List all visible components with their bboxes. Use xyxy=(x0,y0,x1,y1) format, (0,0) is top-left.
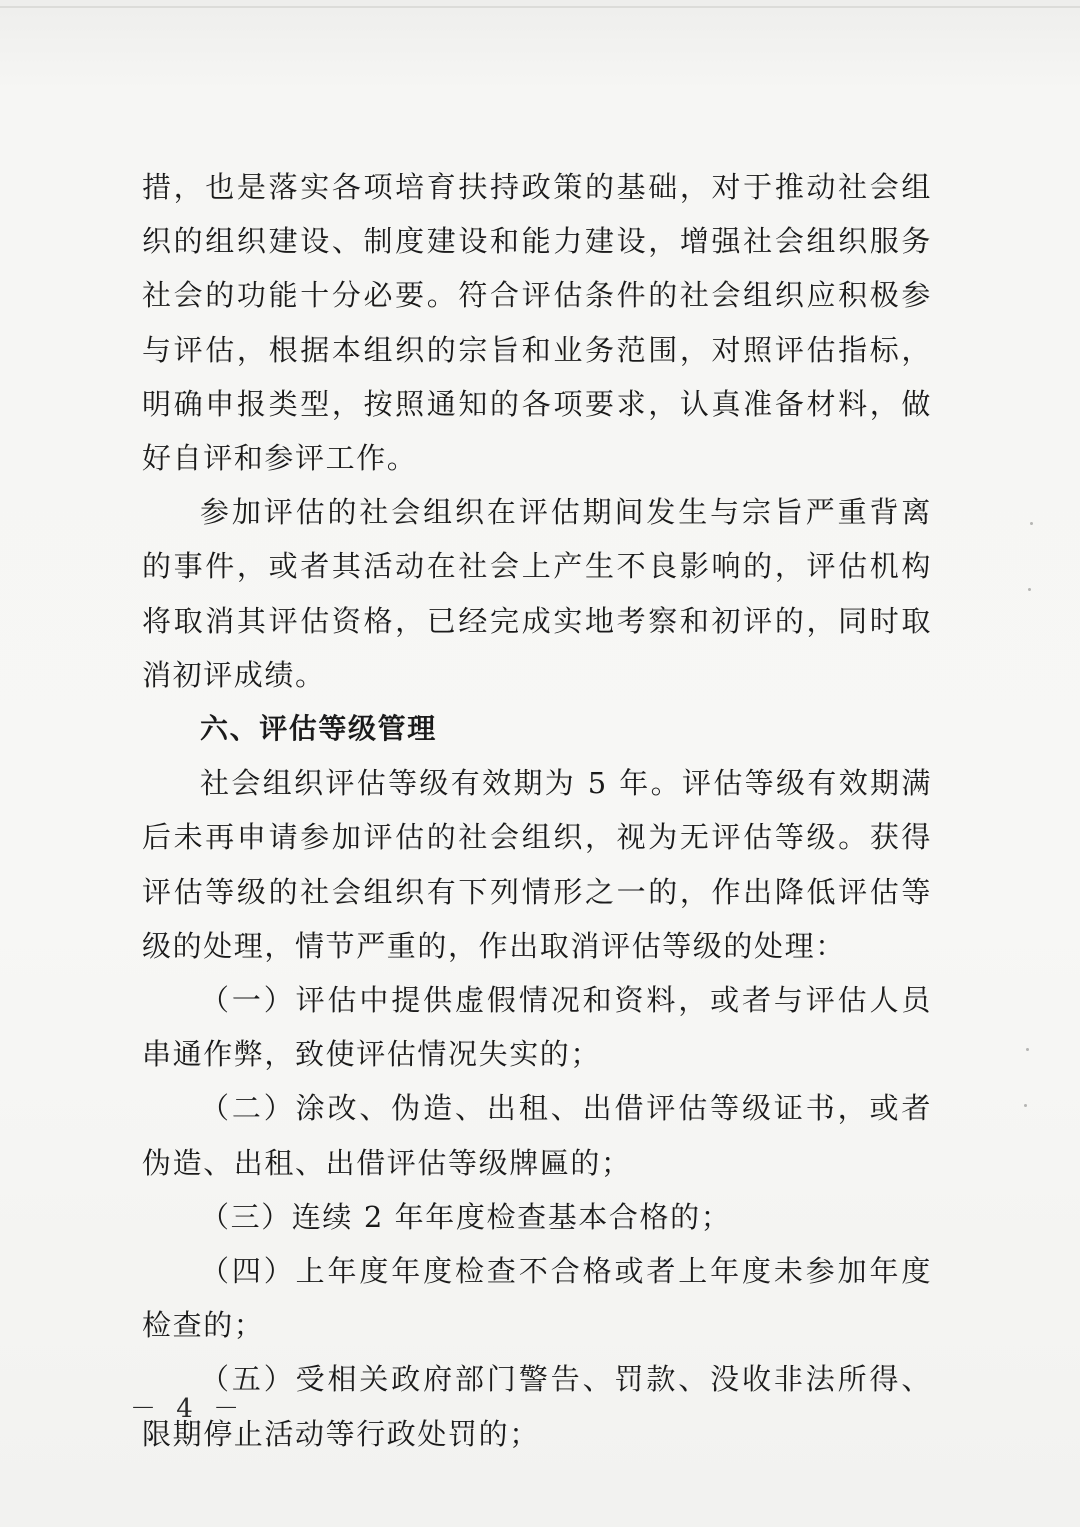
page-number: － 4 － xyxy=(130,1394,246,1424)
list-item-4: （四）上年度年度检查不合格或者上年度未参加年度检查的； xyxy=(142,1254,932,1343)
document-body xyxy=(142,160,932,1461)
section-heading: 六、评估等级管理 xyxy=(200,712,437,746)
scan-speck xyxy=(1026,1048,1029,1051)
list-item-2: （二）涂改、伪造、出租、出借评估等级证书，或者伪造、出租、出借评估等级牌匾的； xyxy=(142,1091,932,1180)
paragraph-disqualification: 参加评估的社会组织在评估期间发生与宗旨严重背离的事件，或者其活动在社会上产生不良影响的，评估机构将取消其评估资格，已经完成实地考察和初评的，同时取消初评成绩。 xyxy=(142,495,932,692)
scan-speck xyxy=(1030,522,1033,525)
scan-speck xyxy=(1024,1104,1027,1107)
list-item-3: （三）连续 2 年年度检查基本合格的； xyxy=(200,1199,732,1234)
paragraph-validity: 社会组织评估等级有效期为 5 年。评估等级有效期满后未再申请参加评估的社会组织，视为无评估等级。获得评估等级的社会组织有下列情形之一的，作出降低评估等级的处理，情节严重的，作出取消评估等级的处理： xyxy=(142,766,932,963)
scan-speck xyxy=(1028,588,1031,591)
page-top-edge xyxy=(0,6,1080,8)
list-item-1: （一）评估中提供虚假情况和资料，或者与评估人员串通作弊，致使评估情况失实的； xyxy=(142,983,932,1072)
paragraph-continuation: 措，也是落实各项培育扶持政策的基础，对于推动社会组织的组织建设、制度建设和能力建设，增强社会组织服务社会的功能十分必要。符合评估条件的社会组织应积极参与评估，根据本组织的宗旨和业务范围，对照评估指标，明确申报类型，按照通知的各项要求，认真准备材料，做好自评和参评工作。 xyxy=(142,170,932,476)
list-item-5: （五）受相关政府部门警告、罚款、没收非法所得、限期停止活动等行政处罚的； xyxy=(142,1362,932,1451)
